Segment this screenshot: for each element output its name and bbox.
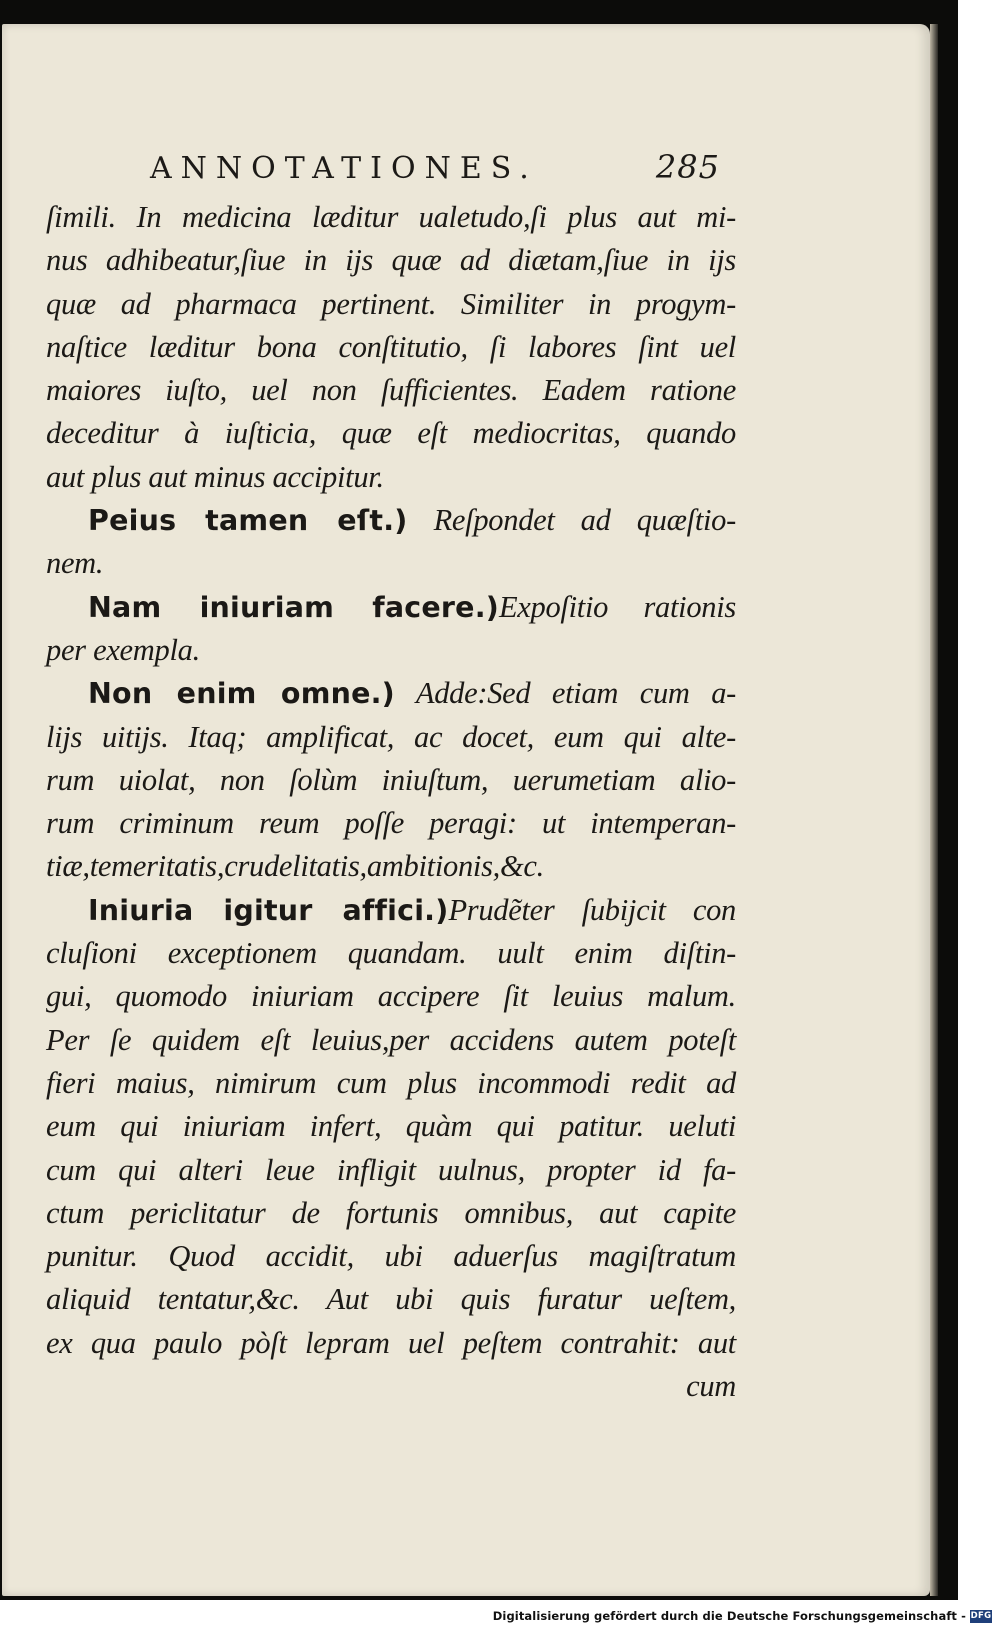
- page-edge: [930, 24, 938, 1596]
- dfg-logo: DFG: [970, 1611, 992, 1621]
- catchword: cum: [686, 1369, 736, 1404]
- lemma-line: Peius tamen eſt.) Reſpondet ad quæſtio-: [88, 503, 736, 538]
- text-line: tiæ,temeritatis,crudelitatis,ambitionis,&c.: [46, 849, 544, 884]
- credit-text: Digitalisierung gefördert durch die Deutsche Forschungsgemeinschaft -: [492, 1609, 966, 1623]
- digitization-credit: [493, 1609, 992, 1623]
- lemma: Non enim omne.): [88, 677, 395, 711]
- text-line: cum qui alteri leue infligit uulnus, propter id fa-: [46, 1152, 736, 1187]
- text-line: naſtice læditur bona conſtitutio, ſi labores ſint uel: [46, 329, 736, 364]
- text-line: quæ ad pharmaca pertinent. Similiter in progym-: [46, 286, 736, 321]
- text-line: ctum periclitatur de fortunis omnibus, aut capite: [46, 1195, 736, 1230]
- text-line: nus adhibeatur,ſiue in ijs quæ ad diætam,ſiue in ijs: [46, 243, 736, 278]
- lemma: Peius tamen eſt.): [88, 504, 408, 538]
- text-line: cluſioni exceptionem quandam. uult enim diſtin-: [46, 936, 736, 971]
- text-line: fieri maius, nimirum cum plus incommodi redit ad: [46, 1065, 736, 1100]
- lemma: Iniuria igitur affici.): [88, 893, 449, 927]
- text-line: per exempla.: [46, 632, 200, 667]
- lemma-line: Nam iniuriam facere.)Expoſitio rationis: [88, 589, 736, 624]
- text-line: Per ſe quidem eſt leuius,per accidens autem poteſt: [46, 1022, 736, 1057]
- text-line: lijs uitijs. Itaq; amplificat, ac docet, eum qui alte-: [46, 719, 736, 754]
- text-line: aut plus aut minus accipitur.: [46, 459, 384, 494]
- text-line: nem.: [46, 546, 104, 581]
- page-number: 285: [655, 148, 720, 186]
- text-line: deceditur à iuſticia, quæ eſt mediocritas, quando: [46, 416, 736, 451]
- running-head: [150, 148, 720, 194]
- text-line: ſimili. In medicina læditur ualetudo,ſi plus aut mi-: [46, 200, 736, 234]
- lemma-line: Iniuria igitur affici.)Prudẽter ſubijcit con: [88, 892, 736, 927]
- text-line: rum uiolat, non ſolùm iniuſtum, uerumetiam alio-: [46, 762, 736, 797]
- text-line: rum criminum reum poſſe peragi: ut intemperan-: [46, 806, 736, 841]
- text-line: aliquid tentatur,&c. Aut ubi quis furatur ueſtem,: [46, 1282, 736, 1317]
- text-line: eum qui iniuriam infert, quàm qui patitur. ueluti: [46, 1109, 736, 1144]
- text-block: [46, 196, 736, 1408]
- text-line: gui, quomodo iniuriam accipere ſit leuius malum.: [46, 979, 736, 1014]
- text-line: maiores iuſto, uel non ſufficientes. Eadem ratione: [46, 373, 736, 408]
- lemma-line: Non enim omne.) Adde:Sed etiam cum a-: [88, 676, 736, 711]
- running-title: ANNOTATIONES.: [150, 151, 538, 186]
- lemma: Nam iniuriam facere.): [88, 590, 499, 624]
- text-line: ex qua paulo pòſt lepram uel peſtem contrahit: aut: [46, 1325, 736, 1360]
- text-line: punitur. Quod accidit, ubi aduerſus magiſtratum: [46, 1239, 736, 1274]
